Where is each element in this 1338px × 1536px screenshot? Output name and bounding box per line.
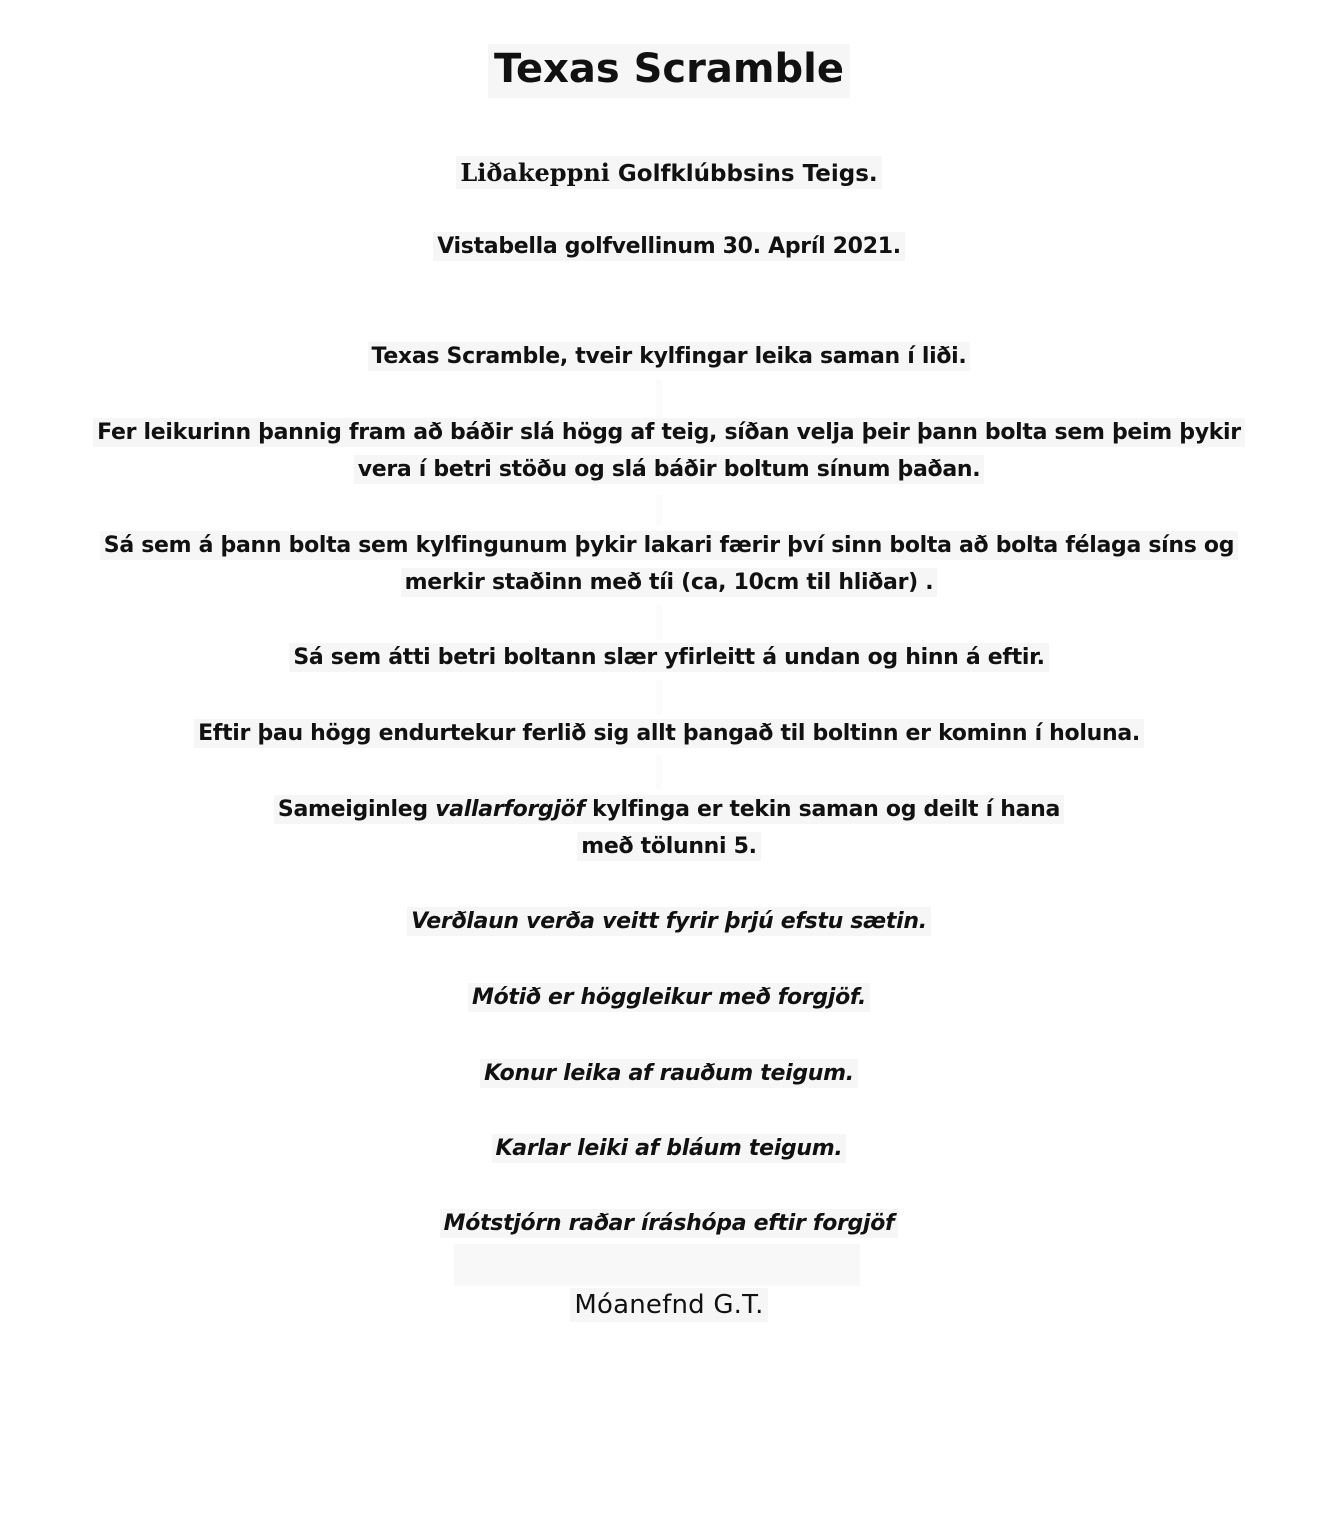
rule-women-tees — [0, 1059, 1338, 1088]
faint-rule — [656, 680, 662, 715]
paragraph-intro — [0, 342, 1338, 371]
subtitle-sans-part: Golfklúbbsins Teigs. — [609, 161, 878, 187]
paragraph-line: Fer leikurinn þannig fram að báðir slá högg af teig, síðan velja þeir þann bolta sem þeim þykir — [93, 418, 1245, 447]
rule-text: Konur leika af rauðum teigum. — [480, 1059, 858, 1088]
paragraph-line: með tölunni 5. — [577, 832, 760, 861]
faint-rule — [656, 755, 662, 790]
rule-text: Mótstjórn raðar íráshópa eftir forgjöf — [440, 1209, 899, 1238]
handicap-term-italic: vallarforgjöf — [435, 797, 585, 822]
paragraph-line: Texas Scramble, tveir kylfingar leika saman í liði. — [368, 342, 971, 371]
paragraph-handicap-line-1 — [0, 795, 1338, 824]
rule-prizes — [0, 907, 1338, 936]
paragraph-procedure-line-2 — [0, 455, 1338, 484]
document-title — [0, 44, 1338, 98]
rule-groups — [0, 1209, 1338, 1238]
faint-rule — [656, 495, 662, 525]
faint-rule — [656, 605, 662, 640]
handicap-text-before: Sameiginleg — [277, 797, 436, 822]
paragraph-repeat — [0, 719, 1338, 748]
subtitle-serif-part: Liðakeppni — [460, 158, 610, 187]
paragraph-line: merkir staðinn með tíi (ca, 10cm til hliðar) . — [401, 568, 938, 597]
handicap-text-after: kylfinga er tekin saman og deilt í hana — [584, 797, 1061, 822]
paragraph-handicap-line-2 — [0, 832, 1338, 861]
document-title-text: Texas Scramble — [488, 44, 850, 98]
rule-men-tees — [0, 1134, 1338, 1163]
document-subtitle-text — [456, 156, 881, 189]
signature-text: Móanefnd G.T. — [570, 1288, 767, 1322]
rule-format — [0, 983, 1338, 1012]
venue-date-text: Vistabella golfvellinum 30. Apríl 2021. — [433, 232, 905, 261]
paragraph-line — [274, 795, 1064, 824]
document-subtitle — [0, 156, 1338, 189]
paragraph-line: Sá sem á þann bolta sem kylfingunum þykir lakari færir því sinn bolta að bolta félaga síns og — [100, 531, 1238, 560]
rule-text: Mótið er höggleikur með forgjöf. — [468, 983, 870, 1012]
blank-highlight-block — [454, 1244, 860, 1286]
paragraph-procedure-line-1 — [0, 418, 1338, 447]
paragraph-marking-line-2 — [0, 568, 1338, 597]
paragraph-order — [0, 643, 1338, 672]
rule-text: Karlar leiki af bláum teigum. — [492, 1134, 847, 1163]
paragraph-marking-line-1 — [0, 531, 1338, 560]
signature — [0, 1288, 1338, 1322]
paragraph-line: Eftir þau högg endurtekur ferlið sig allt þangað til boltinn er kominn í holuna. — [194, 719, 1144, 748]
paragraph-line: Sá sem átti betri boltann slær yfirleitt á undan og hinn á eftir. — [289, 643, 1048, 672]
faint-rule — [656, 380, 662, 420]
venue-date — [0, 232, 1338, 261]
paragraph-line: vera í betri stöðu og slá báðir boltum sínum þaðan. — [354, 455, 985, 484]
rule-text: Verðlaun verða veitt fyrir þrjú efstu sætin. — [407, 907, 931, 936]
